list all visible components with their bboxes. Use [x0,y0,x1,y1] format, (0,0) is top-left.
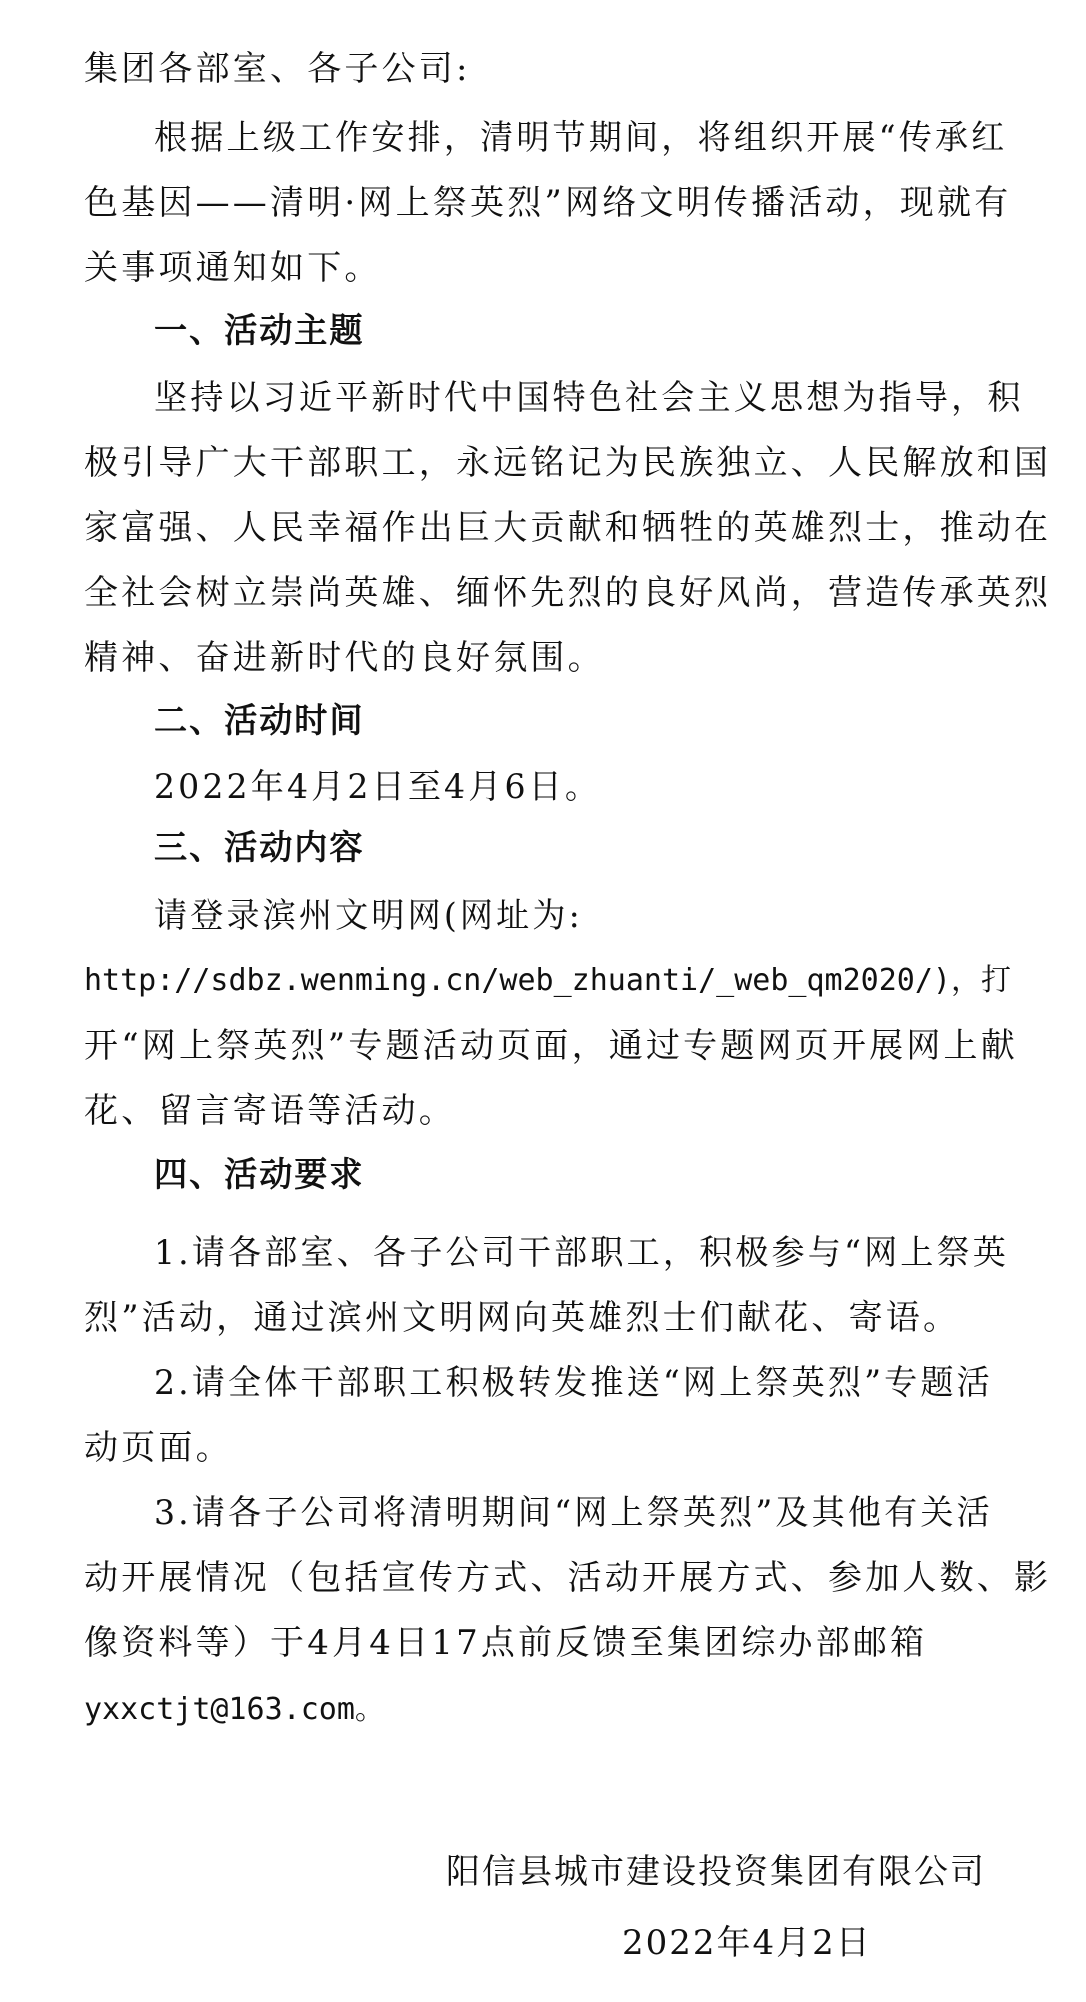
signature-date: 2022年4月2日 [622,1923,872,1963]
requirement-line-2: 烈”活动，通过滨州文明网向英雄烈士们献花、寄语。 [84,1298,961,1338]
content-line-1: 请登录滨州文明网(网址为: [154,896,583,936]
section-heading-requirements: 四、活动要求 [154,1155,365,1195]
section-heading-theme: 一、活动主题 [154,311,365,351]
theme-line-5: 精神、奋进新时代的良好氛围。 [84,638,605,678]
theme-line-2: 极引导广大干部职工，永远铭记为民族独立、人民解放和国 [84,443,1052,483]
requirement-line-7: 像资料等）于4月4日17点前反馈至集团综办部邮箱 [84,1623,928,1663]
intro-line-3: 关事项通知如下。 [84,248,382,288]
requirement-line-4: 动页面。 [84,1428,233,1468]
content-url-line: http://sdbz.wenming.cn/web_zhuanti/_web_qm2020/)，打 [84,963,1011,998]
content-line-3: 开“网上祭英烈”专题活动页面，通过专题网页开展网上献 [84,1026,1018,1066]
theme-line-4: 全社会树立崇尚英雄、缅怀先烈的良好风尚，营造传承英烈 [84,573,1052,613]
requirement-line-1: 1.请各部室、各子公司干部职工，积极参与“网上祭英 [154,1233,1010,1273]
theme-line-3: 家富强、人民幸福作出巨大贡献和牺牲的英雄烈士，推动在 [84,508,1052,548]
intro-line-1: 根据上级工作安排，清明节期间，将组织开展“传承红 [154,118,1008,158]
section-heading-content: 三、活动内容 [154,828,365,868]
signature-organization: 阳信县城市建设投资集团有限公司 [446,1852,986,1892]
time-line-1: 2022年4月2日至4月6日。 [154,767,602,807]
requirement-line-3: 2.请全体干部职工积极转发推送“网上祭英烈”专题活 [154,1363,993,1403]
salutation: 集团各部室、各子公司: [84,49,471,89]
content-line-4: 花、留言寄语等活动。 [84,1091,456,1131]
theme-line-1: 坚持以习近平新时代中国特色社会主义思想为指导，积 [154,378,1024,418]
requirement-email-line: yxxctjt@163.com。 [84,1692,385,1727]
intro-line-2: 色基因——清明·网上祭英烈”网络文明传播活动，现就有 [84,183,1012,223]
section-heading-time: 二、活动时间 [154,701,365,741]
requirement-line-5: 3.请各子公司将清明期间“网上祭英烈”及其他有关活 [154,1493,993,1533]
requirement-line-6: 动开展情况（包括宣传方式、活动开展方式、参加人数、影 [84,1558,1052,1598]
